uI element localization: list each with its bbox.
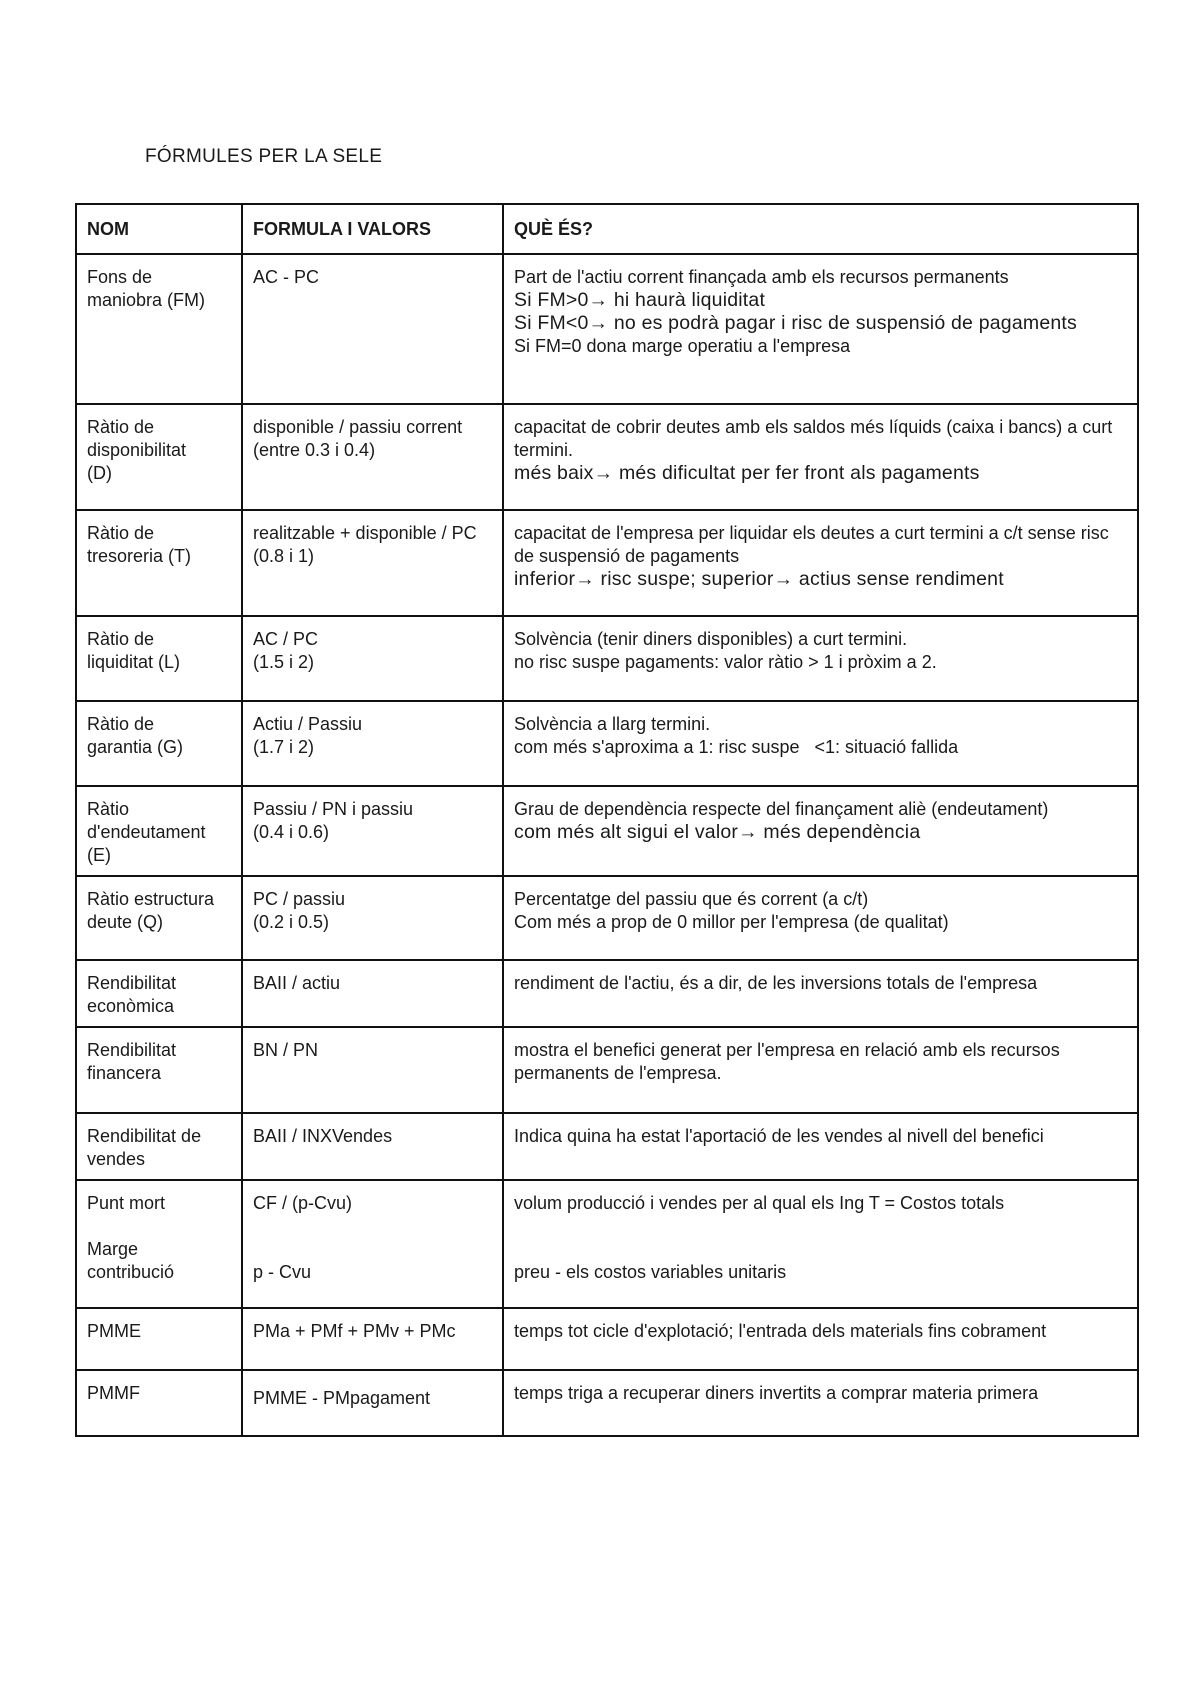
cell-formula-line: Actiu / Passiu	[253, 714, 363, 734]
cell-description	[503, 254, 1138, 404]
cell-name-line: (D)	[87, 463, 112, 483]
cell-description	[503, 1308, 1138, 1370]
cell-formula	[242, 786, 503, 876]
cell-formula	[242, 876, 503, 960]
table-row	[76, 1370, 1138, 1436]
cell-formula-line: AC / PC	[253, 629, 319, 649]
cell-formula-line: CF / (p-Cvu)	[253, 1193, 352, 1213]
cell-description-line: més baix→ més dificultat per fer front als pagaments	[514, 462, 980, 484]
cell-name-line: maniobra (FM)	[87, 290, 206, 310]
cell-formula-line: BAII / INXVendes	[253, 1126, 393, 1146]
cell-formula-line: disponible / passiu corrent	[253, 417, 463, 437]
cell-name	[76, 1027, 242, 1113]
cell-description-line: Solvència a llarg termini.	[514, 714, 711, 734]
cell-name-line: tresoreria (T)	[87, 546, 192, 566]
cell-description	[503, 701, 1138, 786]
cell-description-line: com més s'aproxima a 1: risc suspe <1: situació fallida	[514, 737, 959, 757]
cell-description	[503, 510, 1138, 616]
cell-name-line: PMMF	[87, 1383, 140, 1403]
table-row	[76, 1308, 1138, 1370]
cell-name-line: (E)	[87, 845, 111, 865]
cell-description-line: capacitat de l'empresa per liquidar els deutes a curt termini a c/t sense risc de suspensió de pagaments	[514, 523, 1114, 566]
cell-description-line: Percentatge del passiu que és corrent (a c/t)	[514, 889, 869, 909]
cell-description-line: volum producció i vendes per al qual els Ing T = Costos totals	[514, 1193, 1005, 1213]
cell-formula-line: BN / PN	[253, 1040, 319, 1060]
cell-name	[76, 876, 242, 960]
table-row	[76, 960, 1138, 1027]
cell-name-line: Rendibilitat de	[87, 1126, 202, 1146]
cell-formula-line: realitzable + disponible / PC	[253, 523, 477, 543]
cell-name	[76, 1308, 242, 1370]
cell-formula	[242, 510, 503, 616]
cell-name	[76, 1113, 242, 1180]
cell-description	[503, 876, 1138, 960]
cell-formula	[242, 1027, 503, 1113]
cell-description-line: inferior→ risc suspe; superior→ actius sense rendiment	[514, 568, 1004, 590]
cell-name	[76, 960, 242, 1027]
cell-description-line: Si FM=0 dona marge operatiu a l'empresa	[514, 336, 851, 356]
cell-name-line: vendes	[87, 1149, 146, 1169]
table-row	[76, 510, 1138, 616]
cell-name	[76, 701, 242, 786]
formulas-table	[75, 203, 1139, 1437]
cell-description-line: Si FM<0→ no es podrà pagar i risc de suspensió de pagaments	[514, 312, 1077, 334]
cell-name	[76, 616, 242, 701]
cell-description	[503, 960, 1138, 1027]
cell-name	[76, 786, 242, 876]
table-row	[76, 786, 1138, 876]
cell-description	[503, 1027, 1138, 1113]
cell-name-line: PMME	[87, 1321, 141, 1341]
blank-line	[514, 1215, 1127, 1238]
cell-formula	[242, 616, 503, 701]
table-row	[76, 1113, 1138, 1180]
cell-description	[503, 786, 1138, 876]
cell-description	[503, 1113, 1138, 1180]
cell-formula	[242, 1370, 503, 1436]
cell-name-line: d'endeutament	[87, 822, 206, 842]
cell-formula-line: PMa + PMf + PMv + PMc	[253, 1321, 456, 1341]
cell-formula-line: (0.8 i 1)	[253, 546, 315, 566]
cell-name-line: Ràtio	[87, 799, 130, 819]
cell-description-line: mostra el benefici generat per l'empresa en relació amb els recursos permanents de l'empresa.	[514, 1040, 1065, 1083]
header-description: QUÈ ÉS?	[503, 204, 1138, 254]
header-formula: FORMULA I VALORS	[242, 204, 503, 254]
table-row	[76, 616, 1138, 701]
cell-formula-line: (entre 0.3 i 0.4)	[253, 440, 376, 460]
table-body	[76, 254, 1138, 1436]
cell-name-line: Ràtio de	[87, 523, 155, 543]
cell-name-line: Rendibilitat	[87, 973, 177, 993]
cell-description-line: Solvència (tenir diners disponibles) a curt termini.	[514, 629, 908, 649]
table-row	[76, 1027, 1138, 1113]
cell-formula	[242, 960, 503, 1027]
cell-description	[503, 1180, 1138, 1308]
blank-line	[253, 1215, 492, 1238]
table-row	[76, 701, 1138, 786]
cell-description	[503, 1370, 1138, 1436]
header-name: NOM	[76, 204, 242, 254]
cell-formula-line: PC / passiu	[253, 889, 346, 909]
cell-name-line: liquiditat (L)	[87, 652, 181, 672]
cell-formula-line: (0.4 i 0.6)	[253, 822, 330, 842]
cell-formula	[242, 1308, 503, 1370]
cell-formula-line: p - Cvu	[253, 1262, 312, 1282]
cell-formula-line: Passiu / PN i passiu	[253, 799, 414, 819]
cell-formula-line: (1.5 i 2)	[253, 652, 315, 672]
blank-line	[514, 1238, 1127, 1261]
table-row	[76, 254, 1138, 404]
cell-name-line: Punt mort	[87, 1193, 166, 1213]
cell-name-line: Ràtio de	[87, 417, 155, 437]
cell-name-line: contribució	[87, 1262, 175, 1282]
cell-description-line: Com més a prop de 0 millor per l'empresa (de qualitat)	[514, 912, 949, 932]
cell-description-line: com més alt sigui el valor→ més dependència	[514, 821, 921, 843]
cell-name	[76, 510, 242, 616]
cell-formula	[242, 1113, 503, 1180]
cell-description-line: Grau de dependència respecte del finançament aliè (endeutament)	[514, 799, 1049, 819]
cell-description-line: rendiment de l'actiu, és a dir, de les inversions totals de l'empresa	[514, 973, 1038, 993]
cell-description-line: preu - els costos variables unitaris	[514, 1262, 787, 1282]
cell-name-line: Fons de	[87, 267, 153, 287]
cell-formula-line: BAII / actiu	[253, 973, 341, 993]
cell-name-line: financera	[87, 1063, 162, 1083]
cell-description-line: Si FM>0→ hi haurà liquiditat	[514, 289, 766, 311]
cell-formula	[242, 1180, 503, 1308]
cell-formula	[242, 254, 503, 404]
cell-formula	[242, 701, 503, 786]
cell-name	[76, 1180, 242, 1308]
cell-name-line: Marge	[87, 1239, 139, 1259]
page-title: FÓRMULES PER LA SELE	[145, 146, 383, 167]
cell-name-line: deute (Q)	[87, 912, 164, 932]
table-row	[76, 1180, 1138, 1308]
cell-name-line: econòmica	[87, 996, 175, 1016]
cell-name-line: Rendibilitat	[87, 1040, 177, 1060]
table-header-row	[76, 204, 1138, 254]
cell-formula-line: AC - PC	[253, 267, 320, 287]
table-row	[76, 876, 1138, 960]
cell-name-line: Ràtio de	[87, 629, 155, 649]
cell-description-line: Part de l'actiu corrent finançada amb els recursos permanents	[514, 267, 1009, 287]
cell-name-line: disponibilitat	[87, 440, 187, 460]
cell-description-line: temps triga a recuperar diners invertits a comprar materia primera	[514, 1383, 1039, 1403]
cell-description-line: temps tot cicle d'explotació; l'entrada dels materials fins cobrament	[514, 1321, 1047, 1341]
cell-description-line: no risc suspe pagaments: valor ràtio > 1 i pròxim a 2.	[514, 652, 937, 672]
cell-description-line: Indica quina ha estat l'aportació de les vendes al nivell del benefici	[514, 1126, 1044, 1146]
cell-name	[76, 1370, 242, 1436]
cell-formula	[242, 404, 503, 510]
cell-formula-line: (0.2 i 0.5)	[253, 912, 330, 932]
cell-formula-line: PMME - PMpagament	[253, 1388, 431, 1408]
blank-line	[87, 1215, 231, 1238]
cell-description-line: capacitat de cobrir deutes amb els saldos més líquids (caixa i bancs) a curt termini.	[514, 417, 1118, 460]
cell-name-line: Ràtio estructura	[87, 889, 215, 909]
cell-name	[76, 254, 242, 404]
blank-line	[253, 1238, 492, 1261]
cell-description	[503, 616, 1138, 701]
cell-description	[503, 404, 1138, 510]
cell-formula-line: (1.7 i 2)	[253, 737, 315, 757]
cell-name-line: garantia (G)	[87, 737, 184, 757]
cell-name	[76, 404, 242, 510]
cell-name-line: Ràtio de	[87, 714, 155, 734]
table-row	[76, 404, 1138, 510]
